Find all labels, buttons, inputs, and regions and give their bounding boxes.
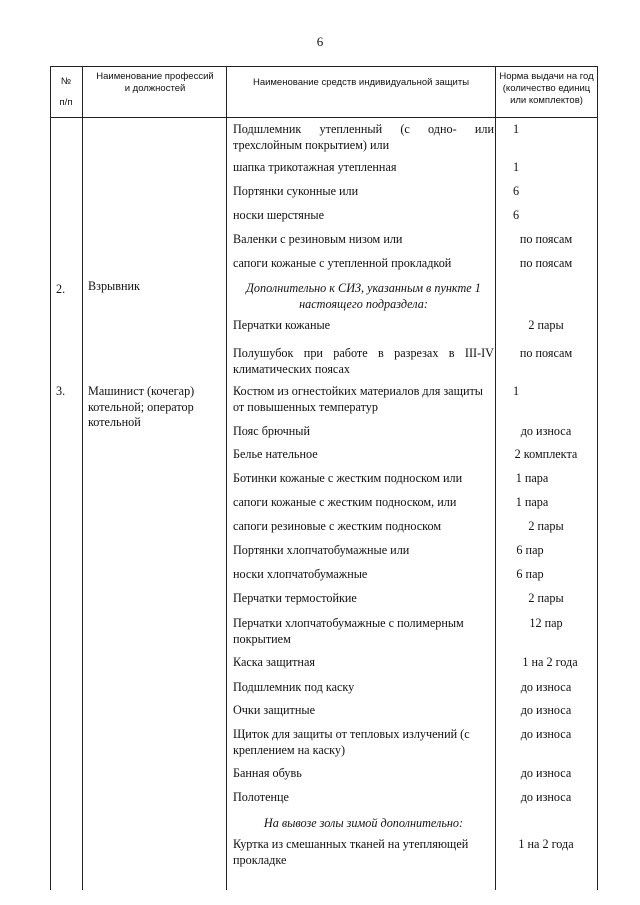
column-divider-2 <box>226 66 227 890</box>
row-number: 2. <box>56 282 66 296</box>
norm-value: по поясам <box>519 346 573 360</box>
ppe-item: сапоги резиновые с жестким подноском <box>233 519 442 533</box>
ppe-item: Портянки хлопчатобумажные или <box>233 543 410 557</box>
ppe-item: Полотенце <box>233 790 289 804</box>
ppe-item: Перчатки кожаные <box>233 318 331 332</box>
ppe-item: Пояс брючный <box>233 424 311 438</box>
table-border-right <box>597 66 598 890</box>
norm-value: до износа <box>520 424 572 438</box>
ppe-item: носки хлопчатобумажные <box>233 567 368 581</box>
header-num-sub: п/п <box>59 97 73 108</box>
ppe-item: шапка трикотажная утепленная <box>233 160 397 174</box>
ppe-item: Портянки суконные или <box>233 184 359 198</box>
norm-value: 6 <box>512 208 520 222</box>
additional-note: Дополнительно к СИЗ, указанным в пункте 1 настоящего подраздела: <box>246 281 481 311</box>
header-norm: Норма выдачи на год (количество единиц или комплектов) <box>499 71 594 106</box>
ppe-item: Щиток для защиты от тепловых излучений (с креплением на каску) <box>233 727 470 757</box>
norm-value: 1 пара <box>515 495 549 509</box>
norm-value: 1 на 2 года <box>518 837 574 851</box>
header-num: № <box>60 76 72 87</box>
ppe-item: Каска защитная <box>233 655 315 669</box>
ppe-item: Костюм из огнестойких материалов для защиты от повышенных температур <box>233 384 483 414</box>
ppe-item: носки шерстяные <box>233 208 325 222</box>
norm-value: до износа <box>520 680 572 694</box>
profession-name: Взрывник <box>88 279 140 293</box>
ppe-item: сапоги кожаные с жестким подноском, или <box>233 495 457 509</box>
norm-value: 2 пары <box>528 519 564 533</box>
header-ppe: Наименование средств индивидуальной защиты <box>252 77 470 88</box>
ppe-item: Банная обувь <box>233 766 302 780</box>
norm-value: 1 <box>512 384 520 398</box>
norm-value: 2 пары <box>528 591 564 605</box>
norm-value: 12 пар <box>529 616 563 630</box>
ppe-item: Белье нательное <box>233 447 318 461</box>
norm-value: 1 <box>512 160 520 174</box>
ppe-item: Подшлемник под каску <box>233 680 355 694</box>
header-divider <box>50 117 598 118</box>
norm-value: 6 <box>512 184 520 198</box>
row-number: 3. <box>56 384 66 398</box>
norm-value: 2 комплекта <box>514 447 578 461</box>
profession-name: Машинист (кочегар) котельной; оператор котельной <box>88 384 195 429</box>
ppe-item: Перчатки термостойкие <box>233 591 357 605</box>
norm-value: до износа <box>520 766 572 780</box>
additional-note: На вывозе золы зимой дополнительно: <box>263 816 464 830</box>
column-divider-1 <box>82 66 83 890</box>
page-number: 6 <box>316 34 324 49</box>
norm-value: 1 <box>512 122 520 136</box>
table-border-top <box>50 66 598 67</box>
norm-value: до износа <box>520 790 572 804</box>
ppe-item: Перчатки хлопчатобумажные с полимерным покрытием <box>233 616 464 646</box>
norm-value: 1 пара <box>515 471 549 485</box>
norm-value: 6 пар <box>516 543 544 557</box>
norm-value: 1 на 2 года <box>522 655 578 669</box>
norm-value: до износа <box>520 727 572 741</box>
norm-value: по поясам <box>519 232 573 246</box>
norm-value: по поясам <box>519 256 573 270</box>
ppe-item: Валенки с резиновым низом или <box>233 232 403 246</box>
ppe-item: Полушубок при работе в разрезах в III-IV климатических поясах <box>233 346 494 376</box>
ppe-item: сапоги кожаные с утепленной прокладкой <box>233 256 452 270</box>
ppe-item: Ботинки кожаные с жестким подноском или <box>233 471 463 485</box>
norm-value: 2 пары <box>528 318 564 332</box>
header-profession: Наименование профессий и должностей <box>96 71 214 94</box>
ppe-item: Очки защитные <box>233 703 315 717</box>
table-border-left <box>50 66 51 890</box>
norm-value: до износа <box>520 703 572 717</box>
norm-value: 6 пар <box>516 567 544 581</box>
ppe-item: Подшлемник утепленный (с одно- или трехслойным покрытием) или <box>233 122 494 152</box>
ppe-item: Куртка из смешанных тканей на утепляющей прокладке <box>233 837 469 867</box>
